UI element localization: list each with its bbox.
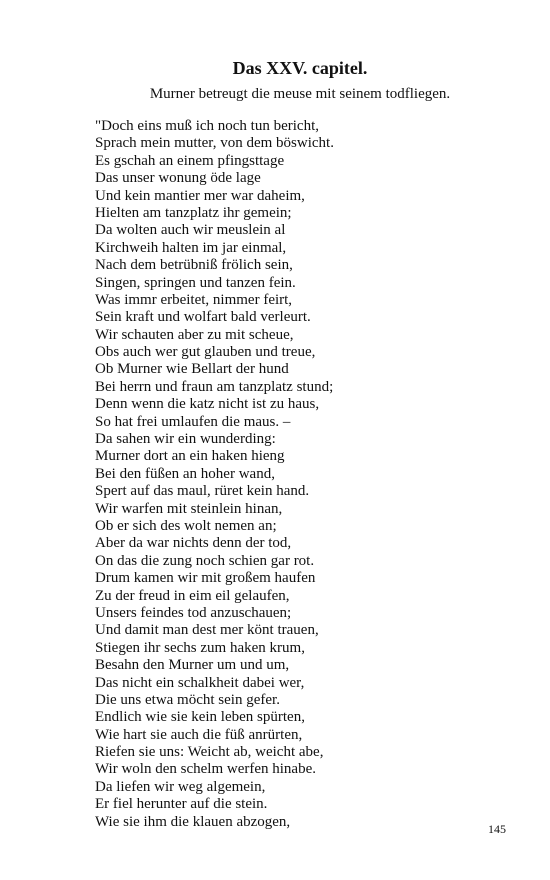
verse-line: Nach dem betrübniß frölich sein, — [95, 257, 293, 274]
verse-line: Die uns etwa möcht sein gefer. — [95, 691, 280, 708]
verse-line: Drum kamen wir mit großem haufen — [95, 570, 316, 587]
verse-line: Wie sie ihm die klauen abzogen, — [95, 813, 291, 830]
verse-line: Sprach mein mutter, von dem böswicht. — [95, 135, 334, 152]
verse-line: Kirchweih halten im jar einmal, — [95, 239, 287, 256]
verse-line: Das unser wonung öde lage — [95, 170, 261, 187]
verse-line: Murner dort an ein haken hieng — [95, 448, 285, 465]
verse-line: Da liefen wir weg algemein, — [95, 778, 266, 795]
verse-line: Bei herrn und fraun am tanzplatz stund; — [95, 378, 334, 395]
verse-line: Ob Murner wie Bellart der hund — [95, 361, 289, 378]
verse-line: On das die zung noch schien gar rot. — [95, 552, 315, 569]
verse-line: Denn wenn die katz nicht ist zu haus, — [95, 396, 320, 413]
verse-line: Wie hart sie auch die füß anrürten, — [95, 726, 303, 743]
verse-line: Riefen sie uns: Weicht ab, weicht abe, — [95, 744, 324, 761]
verse-line: Da wolten auch wir meuslein al — [95, 222, 286, 239]
verse-line: Wir schauten aber zu mit scheue, — [95, 326, 294, 343]
verse-line: Stiegen ihr sechs zum haken krum, — [95, 639, 305, 656]
verse-line: Besahn den Murner um und um, — [95, 657, 290, 674]
verse-line: Er fiel herunter auf die stein. — [95, 796, 268, 813]
verse-line: Hielten am tanzplatz ihr gemein; — [95, 204, 292, 221]
verse-line: Das nicht ein schalkheit dabei wer, — [95, 674, 305, 691]
verse-line: Und kein mantier mer war daheim, — [95, 187, 305, 204]
verse-line: Es gschah an einem pfingsttage — [95, 152, 285, 169]
verse-line: Sein kraft und wolfart bald verleurt. — [95, 309, 311, 326]
verse-line: Wir warfen mit steinlein hinan, — [95, 500, 283, 517]
verse-line: Ob er sich des wolt nemen an; — [95, 517, 277, 534]
verse-line: Da sahen wir ein wunderding: — [95, 431, 276, 448]
verse-line: Wir woln den schelm werfen hinabe. — [95, 761, 316, 778]
verse-line: Und damit man dest mer könt trauen, — [95, 622, 319, 639]
verse-block — [95, 118, 334, 831]
verse-line: Aber da war nichts denn der tod, — [95, 535, 292, 552]
verse-line: Zu der freud in eim eil gelaufen, — [95, 587, 290, 604]
verse-line: Obs auch wer gut glauben und treue, — [95, 344, 316, 361]
verse-line: Unsers feindes tod anzuschauen; — [95, 604, 292, 621]
verse-line: Endlich wie sie kein leben spürten, — [95, 709, 305, 726]
verse-line: Bei den füßen an hoher wand, — [95, 465, 275, 482]
verse-line: Spert auf das maul, rüret kein hand. — [95, 483, 310, 500]
verse-line: Was immr erbeitet, nimmer feirt, — [95, 291, 293, 308]
chapter-title: Das XXV. capitel. — [232, 58, 368, 78]
chapter-subtitle: Murner betreugt die meuse mit seinem todfliegen. — [149, 86, 451, 102]
verse-line: "Doch eins muß ich noch tun bericht, — [95, 118, 319, 134]
page-number: 145 — [488, 822, 506, 836]
verse-line: So hat frei umlaufen die maus. – — [95, 413, 291, 430]
verse-line: Singen, springen und tanzen fein. — [95, 274, 296, 291]
